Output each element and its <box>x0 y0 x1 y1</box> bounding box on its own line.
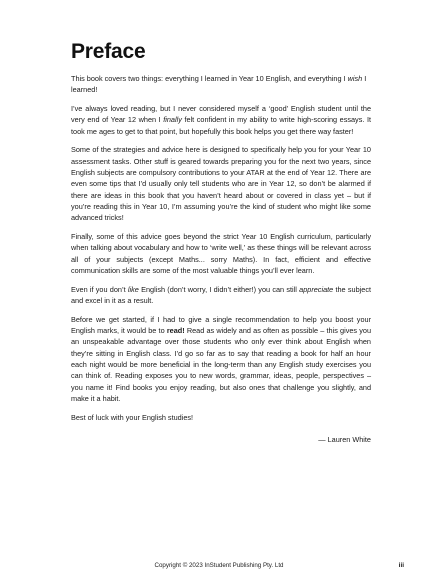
paragraph-4: Finally, some of this advice goes beyond the strict Year 10 English curriculum, particularly when talking about vocabulary and how to ‘write well,’ as these things will be relevant across all of your subjects (except Maths... sorry Maths). In fact, efficient and effective communication skills are some of the most valuable things you’ll ever learn. <box>71 232 371 275</box>
page-number: iii <box>398 562 404 569</box>
paragraph-6: Before we get started, if I had to give a single recommendation to help you boost your English marks, it would be to read! Read as widely and as often as possible – this gives you an unspeakable advantage over those students who only ever think about English when they’re sitting in English class. I’d go so far as to say that reading a book for half an hour each night would be more beneficial in the long-term than any English study exercises you can think of. Reading exposes you to new words, grammar, ideas, people, perspectives – you name it! Find books you enjoy reading, but also ones that challenge you slightly, and make it a habit. <box>71 314 372 403</box>
paragraph-7: Best of luck with your English studies! <box>71 412 194 422</box>
paragraph-5: Even if you don’t like English (don’t worry, I didn’t either!) you can still appreciate the subject and excel in it as a result. <box>71 284 371 306</box>
paragraph-3: Some of the strategies and advice here is designed to specifically help you for your Year 10 assessment tasks. Other stuff is geared towards preparing you for the next two years, since English subjects are compulsory contributions to your ATAR at the end of Year 12. There are even some tips that I’d usually only tell students who are in Year 12, so don’t be alarmed if there are ideas in this book that you haven’t heard about or covered in class yet – but if you’re reading this in Year 10, I’m assuming you’re the kind of student who might like some advanced tricks! <box>71 145 371 223</box>
copyright-footer: Copyright © 2023 InStudent Publishing Pty. Ltd <box>154 562 284 569</box>
paragraph-1: This book covers two things: everything I learned in Year 10 English, and everything I wish I learned! <box>71 74 367 95</box>
author-signature: — Lauren White <box>318 435 371 445</box>
page-title: Preface <box>71 40 146 63</box>
preface-page <box>71 40 371 444</box>
paragraph-2: I’ve always loved reading, but I never considered myself a ‘good’ English student until the very end of Year 12 when I finally felt confident in my ability to write high-scoring essays. It took me ages to get to that point, but hopefully this book helps you get there way faster! <box>71 104 371 136</box>
